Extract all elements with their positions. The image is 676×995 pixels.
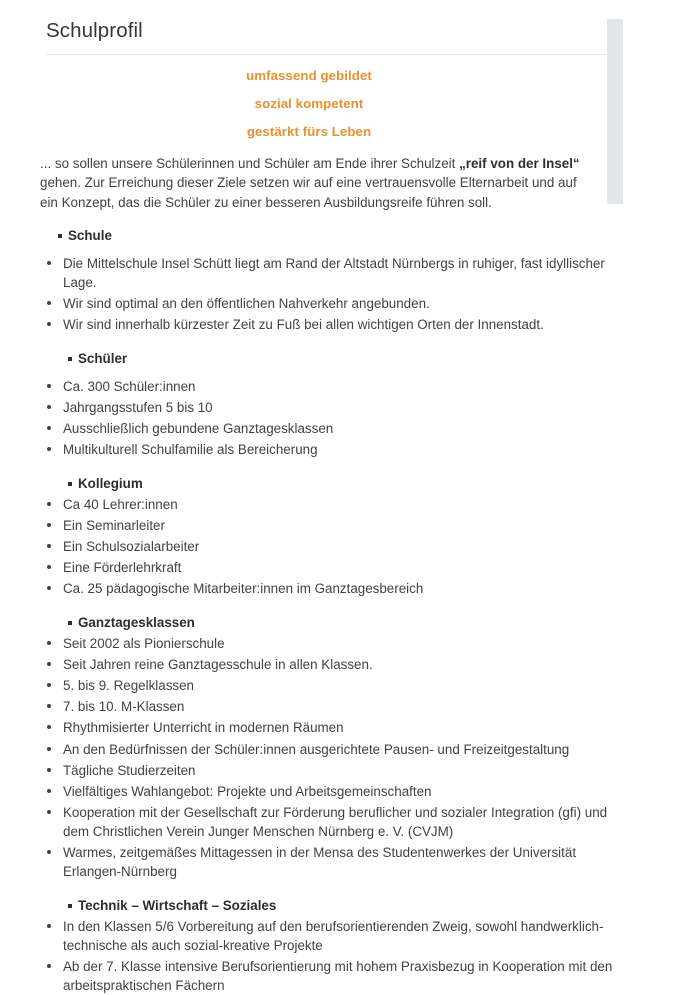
list-item: Ca. 25 pädagogische Mitarbeiter:innen im Ganztagesbereich [40,579,636,598]
section-heading-schueler: Schüler [68,351,636,367]
motto-line-3: gestärkt fürs Leben [246,124,372,140]
vertical-scrollbar-thumb[interactable] [607,19,623,204]
list-item: 5. bis 9. Regelklassen [40,676,636,695]
section-heading-ganztagesklassen: Ganztagesklassen [68,615,636,631]
motto-line-2: sozial kompetent [254,95,364,111]
list-item: Tägliche Studierzeiten [40,761,636,780]
list-schueler [40,377,636,459]
list-ganztagesklassen [40,634,636,880]
list-item: In den Klassen 5/6 Vorbereitung auf den berufsorientierenden Zweig, sowohl handwerklich-technische als auch sozial-kreative Projekte [40,917,636,955]
spacer [40,883,636,898]
section-heading-technik-wirtschaft-soziales: Technik – Wirtschaft – Soziales [68,898,636,914]
list-item: Vielfältiges Wahlangebot: Projekte und Arbeitsgemeinschaften [40,782,636,801]
list-item: Ausschließlich gebundene Ganztagesklassen [40,419,636,438]
section-heading-kollegium: Kollegium [68,476,636,492]
list-item: Seit 2002 als Pionierschule [40,634,636,653]
document-body [0,69,676,995]
list-schule [40,254,636,334]
list-item: Kooperation mit der Gesellschaft zur Förderung beruflicher und sozialer Integration (gfi) und dem Christlichen Verein Junger Menschen Nürnberg e. V. (CVJM) [40,803,636,841]
list-item: Die Mittelschule Insel Schütt liegt am Rand der Altstadt Nürnbergs in ruhiger, fast idyllischer Lage. [40,254,636,292]
list-technik-wirtschaft-soziales [40,917,636,995]
list-item: Ab der 7. Klasse intensive Berufsorientierung mit hohem Praxisbezug in Kooperation mit den arbeitspraktischen Fächern [40,957,636,995]
list-item: Ein Seminarleiter [40,516,636,535]
intro-paragraph [40,154,636,213]
list-kollegium [40,495,636,598]
list-item: 7. bis 10. M-Klassen [40,697,636,716]
intro-emphasis: „reif von der Insel“ [459,155,580,171]
list-item: Multikulturell Schulfamilie als Bereicherung [40,440,636,459]
document-header [0,0,676,55]
intro-text-part1: ... so sollen unsere Schülerinnen und Schüler am Ende ihrer Schulzeit [40,155,460,171]
list-item: An den Bedürfnissen der Schüler:innen ausgerichtete Pausen- und Freizeitgestaltung [40,740,636,759]
list-item: Jahrgangsstufen 5 bis 10 [40,398,636,417]
page-title: Schulprofil [46,19,143,42]
spacer [40,367,636,377]
title-divider [46,54,606,55]
motto-block [40,69,636,139]
list-item: Ca 40 Lehrer:innen [40,495,636,514]
list-item: Ein Schulsozialarbeiter [40,537,636,556]
list-item: Seit Jahren reine Ganztagesschule in allen Klassen. [40,655,636,674]
list-item: Wir sind innerhalb kürzester Zeit zu Fuß bei allen wichtigen Orten der Innenstadt. [40,315,636,334]
list-item: Ca. 300 Schüler:innen [40,377,636,396]
spacer [40,244,636,254]
intro-text-part2: gehen. Zur Erreichung dieser Ziele setzen wir auf eine vertrauensvolle Elternarbeit und auf ein Konzept, das die Schüler zu einer besseren Ausbildungsreife führen soll. [40,175,577,210]
list-item: Eine Förderlehrkraft [40,558,636,577]
motto-line-1: umfassend gebildet [246,67,372,83]
spacer [40,336,636,351]
spacer [40,600,636,615]
section-heading-schule: Schule [58,228,636,244]
spacer [40,461,636,476]
list-item: Wir sind optimal an den öffentlichen Nahverkehr angebunden. [40,294,636,313]
list-item: Rhythmisierter Unterricht in modernen Räumen [40,718,636,737]
spacer [40,213,636,228]
list-item: Warmes, zeitgemäßes Mittagessen in der Mensa des Studentenwerkes der Universität Erlangen-Nürnberg [40,843,636,881]
